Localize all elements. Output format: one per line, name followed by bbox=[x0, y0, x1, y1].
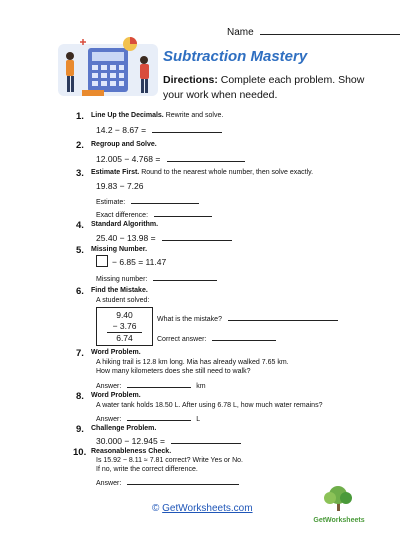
directions-label: Directions: bbox=[163, 74, 218, 86]
answer-field[interactable] bbox=[127, 412, 191, 421]
question-2-expression: 12.005 − 4.768 = bbox=[96, 153, 245, 164]
name-label: Name bbox=[227, 27, 254, 38]
mistake-row: What is the mistake? bbox=[157, 312, 338, 323]
directions-text-2: your work when needed. bbox=[163, 89, 278, 101]
question-3-heading: Estimate First. Round to the nearest whole number, then solve exactly. bbox=[91, 169, 314, 176]
question-10-text-1: Is 15.92 − 8.11 ≈ 7.81 correct? Write Yes or No. bbox=[96, 457, 243, 464]
question-4-expression: 25.40 − 13.98 = bbox=[96, 232, 232, 243]
directions-text-1: Complete each problem. Show bbox=[217, 74, 365, 86]
name-field[interactable] bbox=[260, 26, 400, 35]
question-3-expression: 19.83 − 7.26 bbox=[96, 181, 144, 191]
math-students-illustration bbox=[52, 34, 162, 104]
answer-field[interactable] bbox=[127, 476, 239, 485]
footer-link[interactable] bbox=[152, 503, 253, 514]
question-10-heading: Reasonableness Check. bbox=[91, 448, 172, 455]
minuend: 9.40 bbox=[116, 310, 133, 320]
question-2-heading: Regroup and Solve. bbox=[91, 141, 157, 148]
question-8-text: A water tank holds 18.50 L. After using 6.78 L, how much water remains? bbox=[96, 402, 323, 409]
name-row bbox=[227, 26, 400, 38]
copyright-symbol: © bbox=[152, 503, 160, 514]
question-10-text-2: If no, write the correct difference. bbox=[96, 466, 198, 473]
header-illustration bbox=[52, 34, 162, 104]
question-4-heading: Standard Algorithm. bbox=[91, 221, 159, 228]
question-10-answer-row: Answer: bbox=[96, 476, 239, 487]
directions bbox=[163, 73, 403, 103]
missing-number-box[interactable] bbox=[96, 255, 108, 267]
question-6-intro: A student solved: bbox=[96, 297, 150, 304]
question-7-heading: Word Problem. bbox=[91, 349, 141, 356]
student-work-box bbox=[96, 307, 153, 346]
question-8-answer-row: Answer: L bbox=[96, 412, 200, 423]
question-number: 1. bbox=[76, 111, 84, 122]
subtrahend: − 3.76 bbox=[107, 321, 142, 333]
site-link[interactable]: GetWorksheets.com bbox=[162, 503, 253, 514]
correct-answer-row: Correct answer: bbox=[157, 332, 276, 343]
question-5-expression: − 6.85 = 11.47 bbox=[112, 257, 167, 267]
question-7-answer-row: Answer: km bbox=[96, 379, 206, 390]
question-1-heading: Line Up the Decimals. Rewrite and solve. bbox=[91, 112, 224, 119]
question-9-expression: 30.000 − 12.945 = bbox=[96, 435, 241, 446]
mistake-field[interactable] bbox=[228, 312, 338, 321]
question-number: 5. bbox=[76, 245, 84, 256]
answer-field[interactable] bbox=[162, 232, 232, 241]
estimate-field[interactable] bbox=[131, 195, 199, 204]
question-6-heading: Find the Mistake. bbox=[91, 287, 148, 294]
student-result: 6.74 bbox=[116, 333, 133, 343]
question-1-expression: 14.2 − 8.67 = bbox=[96, 124, 222, 135]
question-number: 7. bbox=[76, 348, 84, 359]
answer-field[interactable] bbox=[127, 379, 191, 388]
question-number: 6. bbox=[76, 286, 84, 297]
tree-logo-icon bbox=[308, 485, 370, 513]
logo-text: GetWorksheets bbox=[313, 517, 365, 524]
answer-field[interactable] bbox=[167, 153, 245, 162]
question-number: 2. bbox=[76, 140, 84, 151]
exact-field[interactable] bbox=[154, 208, 212, 217]
missing-number-field[interactable] bbox=[153, 272, 217, 281]
missing-number-row: Missing number: bbox=[96, 272, 217, 283]
getworksheets-logo bbox=[308, 485, 370, 525]
question-number: 3. bbox=[76, 168, 84, 179]
question-8-heading: Word Problem. bbox=[91, 392, 141, 399]
question-7-text-1: A hiking trail is 12.8 km long. Mia has already walked 7.65 km. bbox=[96, 359, 289, 366]
answer-field[interactable] bbox=[171, 435, 241, 444]
question-7-text-2: How many kilometers does she still need to walk? bbox=[96, 368, 251, 375]
page-title: Subtraction Mastery bbox=[163, 48, 308, 65]
question-9-heading: Challenge Problem. bbox=[91, 425, 157, 432]
exact-row: Exact difference: bbox=[96, 208, 212, 219]
estimate-row: Estimate: bbox=[96, 195, 199, 206]
question-number: 4. bbox=[76, 220, 84, 231]
question-number: 9. bbox=[76, 424, 84, 435]
question-5-heading: Missing Number. bbox=[91, 246, 148, 253]
question-number: 8. bbox=[76, 391, 84, 402]
answer-field[interactable] bbox=[152, 124, 222, 133]
question-number: 10. bbox=[73, 447, 87, 458]
correct-answer-field[interactable] bbox=[212, 332, 276, 341]
